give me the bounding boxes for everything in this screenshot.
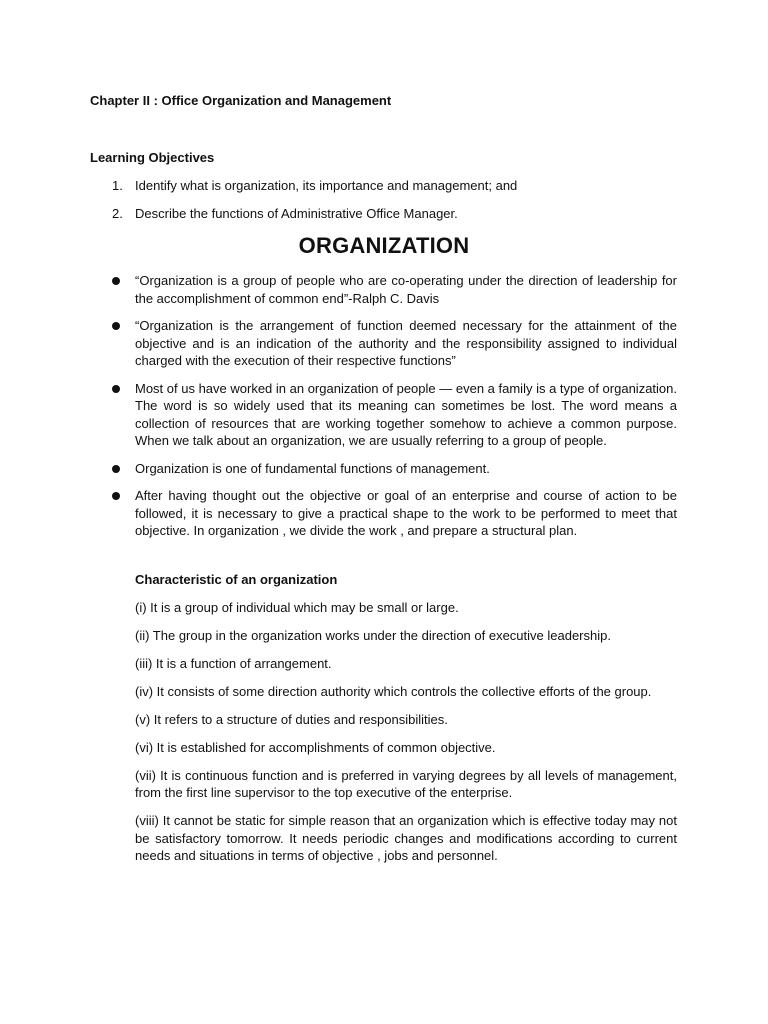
bullet-item (90, 487, 677, 540)
bullet-item (90, 380, 677, 450)
objective-text: Describe the functions of Administrative Office Manager. (135, 206, 458, 221)
characteristics-heading: Characteristic of an organization (135, 572, 338, 587)
objective-item (90, 178, 690, 194)
bullet-text: Most of us have worked in an organization of people — even a family is a type of organization. The word is so widely used that its meaning can sometimes be lost. The word means a collection of resources that are working together somehow to achieve a common purpose. When we talk about an organization, we are usually referring to a group of people. (135, 380, 677, 448)
objective-item (90, 206, 690, 222)
learning-objectives-list (90, 178, 690, 234)
bullet-item (90, 317, 677, 370)
objective-text: Identify what is organization, its importance and management; and (135, 178, 518, 193)
definition-bullet-list (90, 272, 677, 550)
characteristic-item: (iv) It consists of some direction authority which controls the collective efforts of the group. (135, 683, 652, 699)
bullet-icon (112, 277, 120, 285)
characteristic-item: (iii) It is a function of arrangement. (135, 655, 332, 671)
characteristic-item: (vi) It is established for accomplishments of common objective. (135, 739, 496, 755)
characteristic-item: (v) It refers to a structure of duties and responsibilities. (135, 711, 448, 727)
characteristic-item: (ii) The group in the organization works under the direction of executive leadership. (135, 627, 611, 643)
bullet-icon (112, 322, 120, 330)
characteristics-section (135, 571, 677, 875)
bullet-text: “Organization is a group of people who are co-operating under the direction of leadership for the accomplishment of common end”-Ralph C. Davis (135, 273, 677, 306)
chapter-title: Chapter II : Office Organization and Management (90, 93, 392, 108)
objective-number: 2. (112, 206, 123, 221)
characteristic-item: (i) It is a group of individual which may be small or large. (135, 599, 459, 615)
bullet-item (90, 272, 677, 307)
characteristic-item: (vii) It is continuous function and is preferred in varying degrees by all levels of management, from the first line supervisor to the top executive of the enterprise. (135, 767, 677, 800)
bullet-item (90, 460, 677, 478)
learning-objectives-heading: Learning Objectives (90, 150, 215, 165)
bullet-text: After having thought out the objective or goal of an enterprise and course of action to be followed, it is necessary to give a practical shape to the work to be performed to meet that objective. In organization , we divide the work , and prepare a structural plan. (135, 488, 677, 538)
bullet-icon (112, 492, 120, 500)
section-title: ORGANIZATION (298, 233, 470, 258)
characteristic-item: (viii) It cannot be static for simple reason that an organization which is effective today may not be satisfactory tomorrow. It needs periodic changes and modifications according to current needs and situations in terms of objective , jobs and personnel. (135, 813, 677, 863)
bullet-text: Organization is one of fundamental functions of management. (135, 460, 490, 476)
bullet-text: “Organization is the arrangement of function deemed necessary for the attainment of the objective and is an indication of the authority and the responsibility assigned to individual charged with the execution of their respective functions” (135, 318, 677, 368)
objective-number: 1. (112, 178, 123, 193)
bullet-icon (112, 385, 120, 393)
bullet-icon (112, 465, 120, 473)
